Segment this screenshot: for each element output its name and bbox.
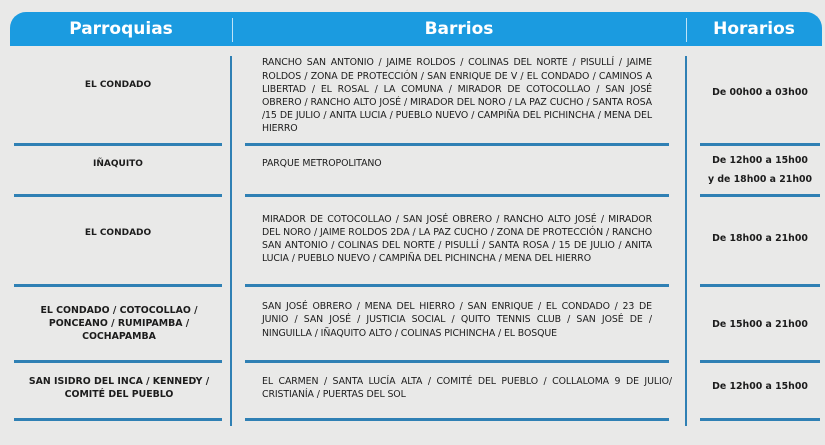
horario-cell	[700, 290, 820, 358]
horario-cell	[700, 150, 820, 190]
parroquia-cell: EL CONDADO / COTOCOLLAO / PONCEANO / RUMIPAMBA / COCHAPAMBA	[40, 304, 198, 342]
row-divider	[700, 194, 820, 197]
row-divider	[14, 194, 222, 197]
horario-text: De 00h00 a 03h00	[712, 86, 808, 98]
row-divider	[14, 143, 222, 146]
parroquia-cell: EL CONDADO	[84, 79, 152, 90]
barrios-cell	[262, 205, 652, 273]
barrios-cell	[262, 56, 652, 136]
row-divider	[700, 143, 820, 146]
barrios-cell	[262, 370, 672, 406]
header-barrios: Barrios	[424, 19, 494, 39]
parroquia-cell: EL CONDADO	[84, 227, 152, 238]
row-divider	[245, 284, 669, 287]
parroquia-cell: IÑAQUITO	[93, 158, 143, 169]
row-divider	[14, 418, 222, 421]
header-parroquias: Parroquias	[69, 19, 173, 39]
barrios-text: PARQUE METROPOLITANO	[262, 158, 382, 170]
table-header	[10, 12, 822, 46]
barrios-text: EL CARMEN / SANTA LUCÍA ALTA / COMITÉ DEL PUEBLO / COLLALOMA 9 DE JULIO/ CRISTIANÍA / PUERTAS DEL SOL	[262, 375, 672, 400]
row-divider	[700, 418, 820, 421]
row-divider	[14, 284, 222, 287]
horario-cell	[700, 366, 820, 406]
horario-text-2: y de 18h00 a 21h00	[707, 174, 813, 185]
barrios-text: SAN JOSÉ OBRERO / MENA DEL HIERRO / SAN ENRIQUE / EL CONDADO / 23 DE JUNIO / SAN JOSÉ / JUSTICIA SOCIAL / QUITO TENNIS CLUB / SAN JOSÉ DE / NINGUILLA / IÑAQUITO ALTO / COLINAS PICHINCHA / EL BOSQUE	[262, 301, 652, 339]
horario-cell	[700, 200, 820, 276]
row-divider	[14, 360, 222, 363]
horario-text: De 18h00 a 21h00	[712, 232, 808, 244]
barrios-cell	[262, 290, 652, 350]
row-divider	[245, 418, 669, 421]
barrios-cell	[262, 150, 652, 178]
row-divider	[245, 194, 669, 197]
row-divider	[245, 143, 669, 146]
header-horarios: Horarios	[713, 19, 795, 39]
horario-text: De 15h00 a 21h00	[712, 318, 808, 330]
barrios-text: MIRADOR DE COTOCOLLAO / SAN JOSÉ OBRERO / RANCHO ALTO JOSÉ / MIRADOR DEL NORO / JAIME ROLDOS 2DA / LA PAZ CUCHO / ZONA DE PROTECCIÓN / RANCHO SAN ANTONIO / COLINAS DEL NORTE / PISULLÍ / SANTA ROSA / 15 DE JULIO / ANITA LUCIA / PUEBLO NUEVO / CAMPIÑA DEL PICHINCHA / MENA DEL HIERRO	[262, 213, 652, 265]
column-divider	[685, 56, 687, 426]
parroquia-cell: SAN ISIDRO DEL INCA / KENNEDY / COMITÉ DEL PUEBLO	[28, 376, 210, 400]
horario-text: De 12h00 a 15h00	[712, 155, 808, 166]
horario-text: De 12h00 a 15h00	[712, 380, 808, 392]
row-divider	[245, 360, 669, 363]
row-divider	[700, 360, 820, 363]
horario-cell	[700, 56, 820, 128]
column-divider	[230, 56, 232, 426]
row-divider	[700, 284, 820, 287]
barrios-text: RANCHO SAN ANTONIO / JAIME ROLDOS / COLINAS DEL NORTE / PISULLÍ / JAIME ROLDOS / ZONA DE PROTECCIÓN / SAN ENRIQUE DE V / EL CONDADO / CAMINOS A LIBERTAD / EL ROSAL / LA COMUNA / MIRADOR DE COTOCOLLAO / SAN JOSÉ OBRERO / RANCHO ALTO JOSÉ / MIRADOR DEL NORO / LA PAZ CUCHO / SANTA ROSA /15 DE JULIO / ANITA LUCIA / PUEBLO NUEVO / CAMPIÑA DEL PICHINCHA / MENA DEL HIERRO	[262, 57, 652, 135]
